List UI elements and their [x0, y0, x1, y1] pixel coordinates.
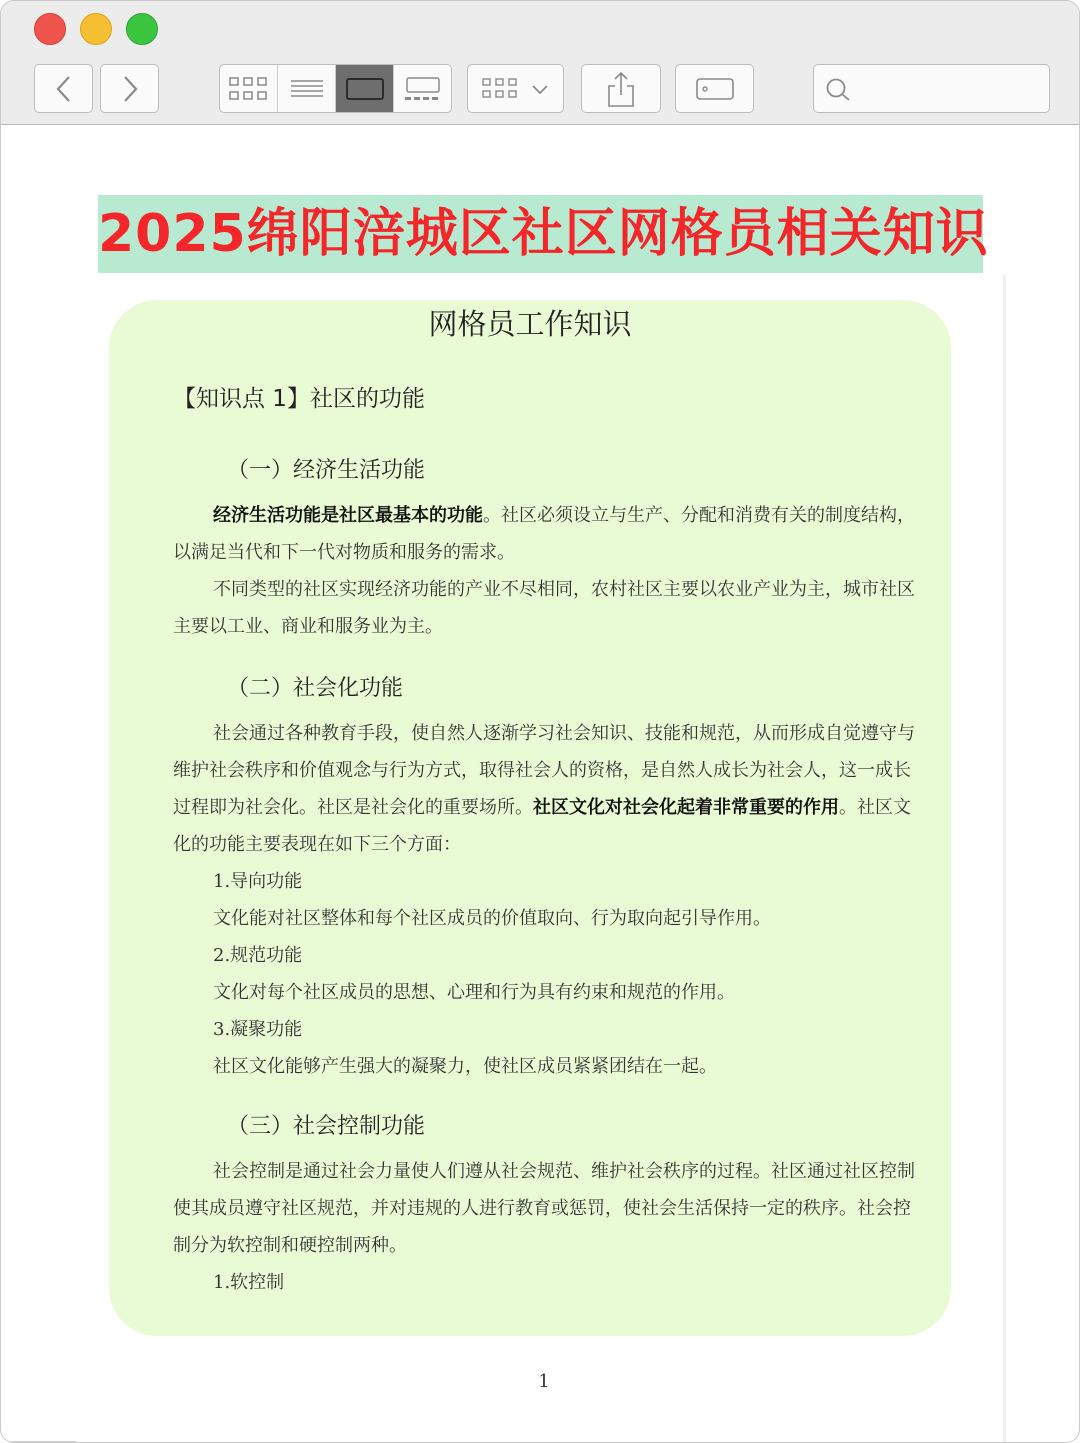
chevron-right-icon	[120, 74, 140, 104]
column-view-button[interactable]	[336, 65, 394, 112]
single-page-icon	[345, 77, 385, 101]
grid-icon	[229, 76, 269, 102]
document-viewer[interactable]	[1, 125, 1080, 1443]
paragraph-text: 。社区必须设立与生产、分配和消费有关的制度结构，以满足当代和下一代对物质和服务的需求。	[173, 505, 915, 563]
page-edge	[1003, 275, 1006, 1443]
bold-text: 经济生活功能是社区最基本的功能	[213, 505, 483, 526]
arrange-grid-icon	[482, 76, 522, 102]
paragraph	[173, 497, 919, 571]
paragraph: 不同类型的社区实现经济功能的产业不尽相同，农村社区主要以农业产业为主，城市社区主要以工业、商业和服务业为主。	[173, 579, 915, 637]
search-icon	[825, 77, 853, 103]
close-window-button[interactable]	[34, 13, 66, 45]
bold-text: 社区文化对社会化起着非常重要的作用	[533, 797, 839, 818]
list-item-label: 1.软控制	[213, 1272, 285, 1293]
forward-button[interactable]	[100, 64, 159, 113]
paragraph-text: 社会通过各种教育手段，使自然人逐渐学习社会知识、技能和规范，从而形成自觉遵守与维护社会秩序和价值观念与行为方式，取得社会人的资格，是自然人成长为社会人，这一成长过程即为社会化。社区是社会化的重要场所。	[173, 723, 915, 818]
paragraph: 社会控制是通过社会力量使人们遵从社会规范、维护社会秩序的过程。社区通过社区控制使其成员遵守社区规范，并对违规的人进行教育或惩罚，使社会生活保持一定的秩序。社会控制分为软控制和硬控制两种。	[173, 1161, 915, 1256]
view-mode-segmented-control	[219, 64, 452, 113]
subsection-heading: （一）经济生活功能	[227, 458, 426, 483]
list-item-text: 文化能对社区整体和每个社区成员的价值取向、行为取向起引导作用。	[213, 908, 771, 929]
list-view-button[interactable]	[278, 65, 336, 112]
list-item-text: 社区文化能够产生强大的凝聚力，使社区成员紧紧团结在一起。	[213, 1056, 717, 1077]
title-banner	[98, 195, 989, 273]
search-field[interactable]	[813, 64, 1050, 113]
zoom-window-button[interactable]	[126, 13, 158, 45]
tag-button[interactable]	[675, 64, 754, 113]
chevron-down-icon	[530, 82, 550, 96]
list-item-label: 2.规范功能	[213, 945, 303, 966]
list-icon	[290, 78, 324, 100]
paragraph-text: 。社区文化的功能主要表现在如下三个方面：	[173, 797, 911, 855]
toolbar	[1, 1, 1080, 125]
banner-title: 2025绵阳涪城区社区网格员相关知识	[98, 204, 989, 264]
search-input[interactable]	[858, 73, 1038, 105]
list-item-text: 文化对每个社区成员的思想、心理和行为具有约束和规范的作用。	[213, 982, 735, 1003]
tag-icon	[695, 76, 735, 102]
chevron-left-icon	[54, 74, 74, 104]
document-page	[109, 300, 951, 1336]
page-number: 1	[538, 1371, 550, 1392]
back-button[interactable]	[34, 64, 93, 113]
section-heading: 【知识点 1】社区的功能	[173, 386, 425, 412]
paragraph	[173, 715, 919, 863]
document-title: 网格员工作知识	[428, 307, 632, 341]
group-by-dropdown[interactable]	[467, 64, 564, 113]
list-item-label: 1.导向功能	[213, 871, 303, 892]
subsection-heading: （三）社会控制功能	[227, 1114, 426, 1139]
subsection-heading: （二）社会化功能	[227, 676, 404, 701]
icon-view-button[interactable]	[220, 65, 278, 112]
share-button[interactable]	[581, 64, 661, 113]
gallery-icon	[403, 76, 443, 102]
list-item-label: 3.凝聚功能	[213, 1019, 303, 1040]
share-icon	[606, 70, 636, 108]
minimize-window-button[interactable]	[80, 13, 112, 45]
gallery-view-button[interactable]	[394, 65, 451, 112]
